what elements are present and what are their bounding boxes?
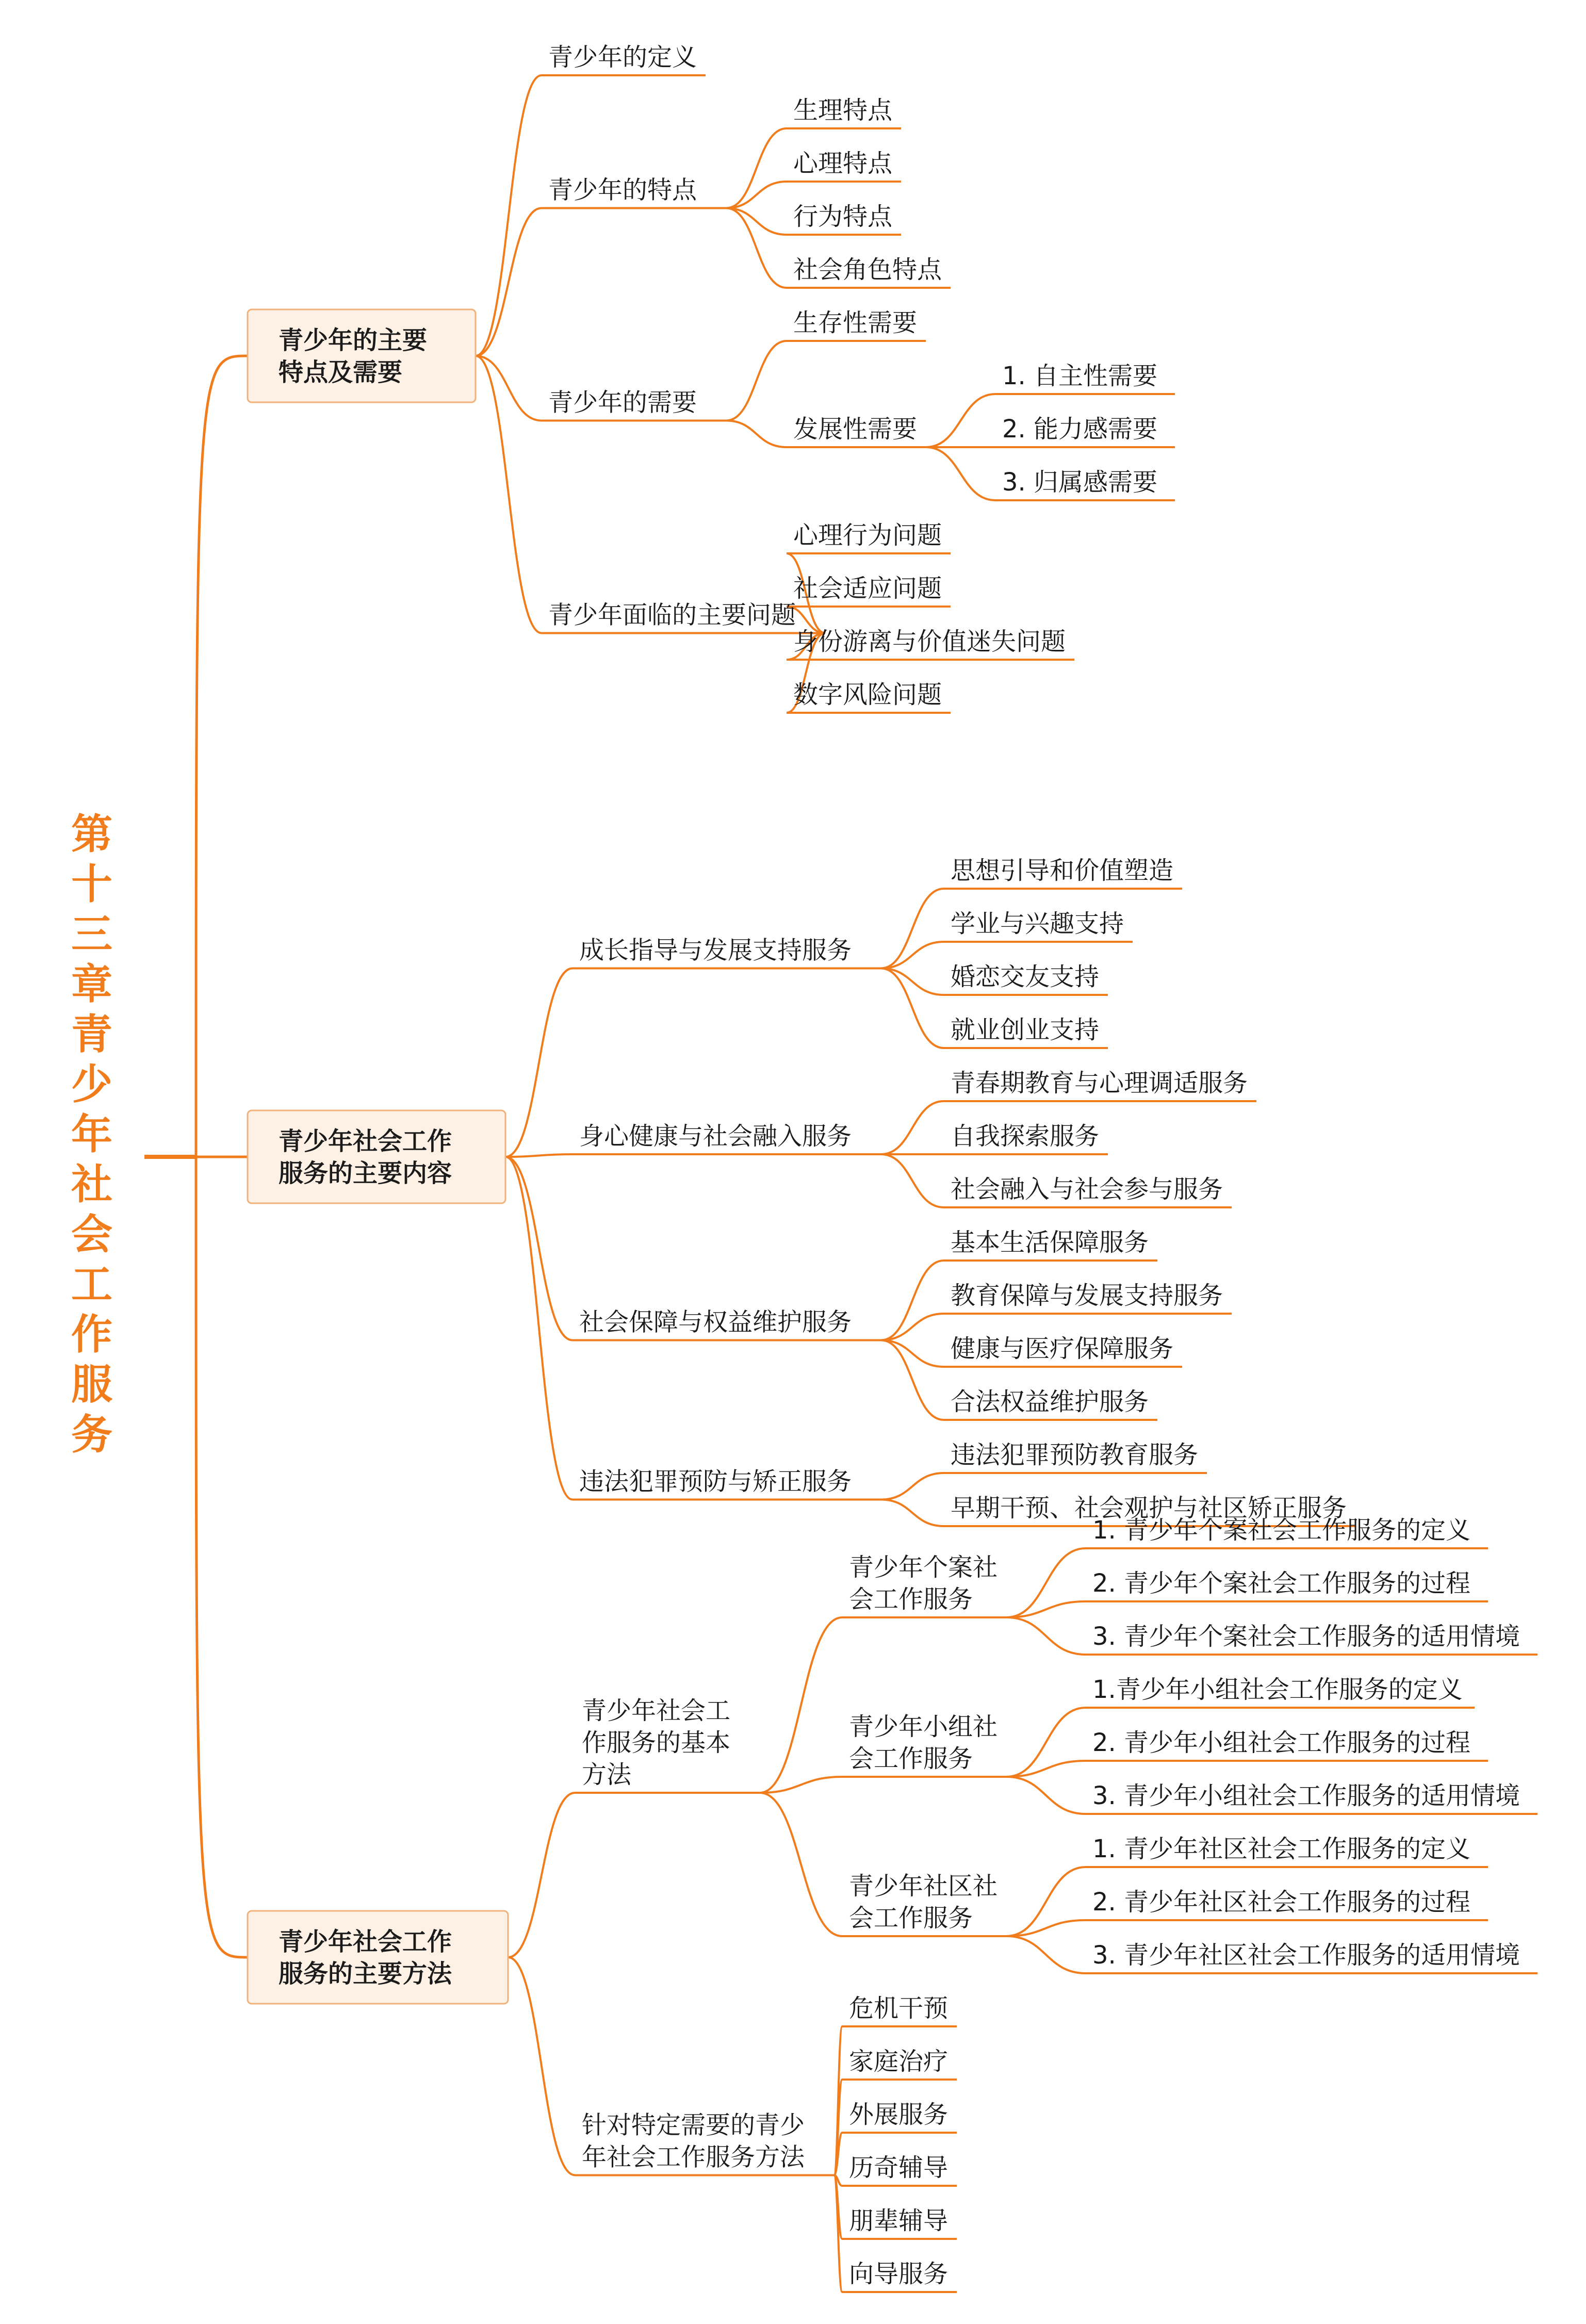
leaf-label: 自我探索服务 xyxy=(951,1122,1100,1151)
leaf-label: 2. 青少年小组社会工作服务的过程 xyxy=(1092,1728,1471,1757)
sub-branch-label: 青少年的需要 xyxy=(548,388,697,417)
leaf-label: 社会融入与社会参与服务 xyxy=(951,1175,1223,1204)
leaf-label: 行为特点 xyxy=(793,202,893,231)
branch-title: 青少年社会工作服务的主要方法 xyxy=(279,1927,452,1988)
leaf-label: 家庭治疗 xyxy=(849,2047,949,2076)
connector-line xyxy=(760,1793,842,1936)
connector-line xyxy=(1006,1936,1086,1973)
connector-line xyxy=(726,341,787,421)
leaf-label: 朋辈辅导 xyxy=(849,2206,949,2235)
connector-line xyxy=(508,1957,575,2175)
leaf-label: 婚恋交友支持 xyxy=(951,962,1100,991)
leaf-label: 违法犯罪预防教育服务 xyxy=(951,1441,1199,1469)
leaf-label: 3. 归属感需要 xyxy=(1002,468,1158,497)
branch-box[interactable] xyxy=(248,1110,505,1203)
leaf-label: 学业与兴趣支持 xyxy=(951,909,1124,938)
connector-line xyxy=(760,1617,842,1793)
leaf-label: 外展服务 xyxy=(849,2100,949,2129)
branch-title: 青少年的主要特点及需要 xyxy=(279,326,428,387)
leaf-label: 教育保障与发展支持服务 xyxy=(951,1281,1223,1310)
leaf-label: 青少年个案社会工作服务 xyxy=(849,1553,998,1614)
leaf-label: 2. 能力感需要 xyxy=(1002,415,1158,444)
leaf-label: 社会适应问题 xyxy=(793,574,942,603)
leaf-label: 危机干预 xyxy=(849,1994,949,2023)
connector-line xyxy=(476,208,542,356)
leaf-label: 社会角色特点 xyxy=(793,255,942,284)
sub-branch-label: 青少年的特点 xyxy=(548,175,697,205)
connector-line xyxy=(505,969,573,1157)
connector-line xyxy=(926,447,995,500)
sub-branch-label: 青少年社会工作服务的基本方法 xyxy=(582,1696,731,1789)
leaf-label: 心理特点 xyxy=(793,149,893,178)
branch-box[interactable] xyxy=(248,1911,508,2004)
connector-line xyxy=(881,1473,944,1500)
leaf-label: 早期干预、社会观护与社区矫正服务 xyxy=(951,1494,1347,1523)
leaf-label: 发展性需要 xyxy=(793,415,918,444)
connector-line xyxy=(926,394,995,447)
connector-line xyxy=(881,1101,944,1154)
connector-line xyxy=(1006,1617,1086,1655)
leaf-label: 青少年社区社会工作服务 xyxy=(849,1872,998,1933)
connector-line xyxy=(196,356,248,1157)
sub-branch-label: 成长指导与发展支持服务 xyxy=(579,936,852,965)
connector-line xyxy=(508,1793,575,1957)
sub-branch-label: 身心健康与社会融入服务 xyxy=(579,1122,852,1151)
leaf-label: 数字风险问题 xyxy=(793,680,942,709)
leaf-label: 心理行为问题 xyxy=(793,521,942,550)
leaf-label: 2. 青少年社区社会工作服务的过程 xyxy=(1092,1888,1471,1917)
branch-box[interactable] xyxy=(248,309,476,402)
connector-line xyxy=(881,1154,944,1207)
leaf-label: 身份游离与价值迷失问题 xyxy=(793,627,1066,656)
connector-line xyxy=(476,356,542,633)
sub-branch-label: 社会保障与权益维护服务 xyxy=(579,1307,852,1337)
leaf-label: 1. 青少年社区社会工作服务的定义 xyxy=(1092,1835,1471,1863)
connector-line xyxy=(505,1154,573,1157)
sub-branch-label: 青少年面临的主要问题 xyxy=(548,600,796,630)
connector-line xyxy=(726,421,787,448)
leaf-label: 3. 青少年个案社会工作服务的适用情境 xyxy=(1092,1622,1520,1651)
leaf-label: 1.青少年小组社会工作服务的定义 xyxy=(1092,1675,1463,1704)
connector-line xyxy=(476,75,542,356)
leaf-label: 1. 青少年个案社会工作服务的定义 xyxy=(1092,1516,1471,1545)
leaf-label: 2. 青少年个案社会工作服务的过程 xyxy=(1092,1569,1471,1598)
leaf-label: 3. 青少年社区社会工作服务的适用情境 xyxy=(1092,1941,1520,1970)
connector-line xyxy=(1006,1548,1086,1617)
leaf-label: 历奇辅导 xyxy=(849,2153,949,2182)
leaf-label: 思想引导和价值塑造 xyxy=(951,856,1174,885)
mind-map-nodes xyxy=(71,43,1520,2288)
leaf-label: 向导服务 xyxy=(849,2260,949,2288)
leaf-label: 就业创业支持 xyxy=(951,1016,1100,1044)
leaf-label: 基本生活保障服务 xyxy=(951,1228,1149,1257)
leaf-label: 生理特点 xyxy=(793,96,893,125)
connector-line xyxy=(505,1157,573,1340)
leaf-label: 青春期教育与心理调适服务 xyxy=(951,1069,1248,1098)
connector-line xyxy=(1006,1867,1086,1936)
connector-line xyxy=(881,1500,944,1527)
sub-branch-label: 违法犯罪预防与矫正服务 xyxy=(579,1467,852,1496)
leaf-label: 1. 自主性需要 xyxy=(1002,362,1158,390)
sub-branch-label: 青少年的定义 xyxy=(548,43,697,72)
leaf-label: 生存性需要 xyxy=(793,308,918,337)
connector-line xyxy=(505,1157,573,1500)
leaf-label: 健康与医疗保障服务 xyxy=(951,1334,1174,1363)
connector-line xyxy=(1006,1777,1086,1814)
leaf-label: 青少年小组社会工作服务 xyxy=(849,1712,998,1773)
leaf-label: 合法权益维护服务 xyxy=(951,1387,1149,1416)
connector-line xyxy=(1006,1708,1086,1777)
sub-branch-label: 针对特定需要的青少年社会工作服务方法 xyxy=(582,2110,805,2172)
root-title: 第十三章青少年社会工作服务 xyxy=(71,810,112,1459)
branch-title: 青少年社会工作服务的主要内容 xyxy=(279,1127,452,1188)
connector-line xyxy=(760,1777,842,1793)
leaf-label: 3. 青少年小组社会工作服务的适用情境 xyxy=(1092,1781,1520,1810)
connector-line xyxy=(196,1157,248,1957)
